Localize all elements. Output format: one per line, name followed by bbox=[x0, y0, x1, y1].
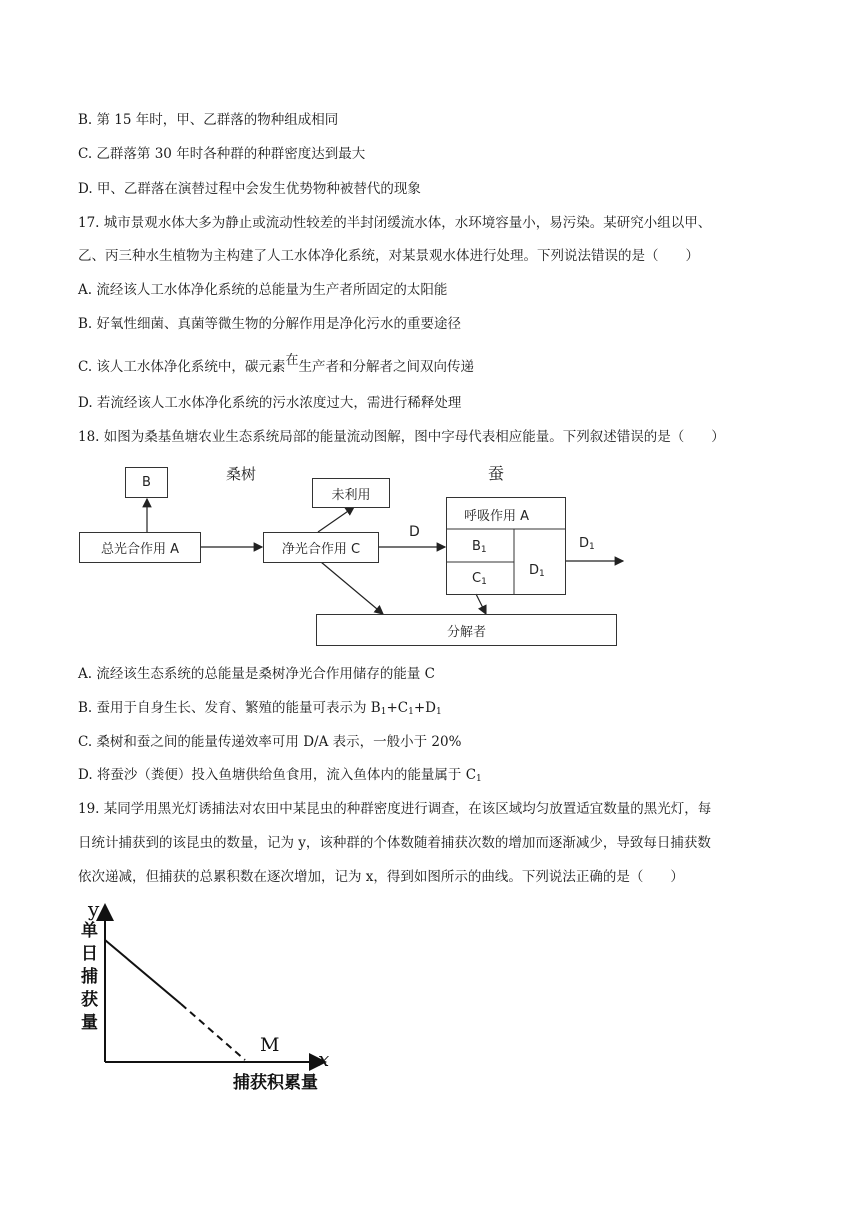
q17-option-a: A. 流经该人工水体净化系统的总能量为生产者所固定的太阳能 bbox=[78, 282, 448, 298]
q17c-pre: C. 该人工水体净化系统中，碳元素 bbox=[78, 359, 286, 375]
node-gross-photosynthesis: 总光合作用 A bbox=[79, 532, 201, 563]
q16-option-b: B. 第 15 年时，甲、乙群落的物种组成相同 bbox=[78, 112, 339, 128]
q18-option-b: B. 蚕用于自身生长、发育、繁殖的能量可表示为 $B_1+C_1+D_1$ bbox=[78, 700, 442, 717]
node-b: B bbox=[125, 467, 168, 498]
q17c-post: 生产者和分解者之间双向传递 bbox=[298, 359, 474, 375]
q18-option-c: C. 桑树和蚕之间的能量传递效率可用 D/A 表示，一般小于 20% bbox=[78, 734, 462, 750]
q19-stem-line2: 日统计捕获到的该昆虫的数量，记为 y，该种群的个体数随着捕获次数的增加而逐渐减少，导致每日捕获数 bbox=[78, 835, 711, 851]
q17-stem-line2: 乙、丙三种水生植物为主构建了人工水体净化系统，对某景观水体进行处理。下列说法错误的是（ ） bbox=[78, 248, 699, 264]
respiration-label: 呼吸作用 A bbox=[464, 509, 530, 524]
label-d: D bbox=[409, 524, 420, 540]
d1-inner-label: $D_1$ bbox=[529, 563, 545, 579]
x-axis-symbol: x bbox=[318, 1047, 330, 1071]
node-decomposer: 分解者 bbox=[316, 614, 617, 646]
q18-option-d: D. 将蚕沙（粪便）投入鱼塘供给鱼食用，流入鱼体内的能量属于 $C_1$ bbox=[78, 767, 482, 784]
q17-option-d: D. 若流经该人工水体净化系统的污水浓度过大，需进行稀释处理 bbox=[78, 395, 462, 411]
q16-option-d: D. 甲、乙群落在演替过程中会发生优势物种被替代的现象 bbox=[78, 181, 421, 197]
b1-label: $B_1$ bbox=[472, 539, 487, 555]
q18-stem: 18. 如图为桑基鱼塘农业生态系统局部的能量流动图解，图中字母代表相应能量。下列叙述错误的是（ ） bbox=[78, 429, 725, 445]
x-axis-label: 捕获积累量 bbox=[233, 1073, 318, 1093]
q19-stem-line3: 依次递减，但捕获的总累积数在逐次增加，记为 x，得到如图所示的曲线。下列说法正确的是（ ） bbox=[78, 869, 684, 885]
node-unused: 未利用 bbox=[312, 478, 390, 508]
q17c-raised: 在 bbox=[285, 353, 299, 368]
q19-stem-line1: 19. 某同学用黑光灯诱捕法对农田中某昆虫的种群密度进行调查，在该区域均匀放置适宜数量的黑光灯，每 bbox=[78, 801, 712, 817]
d1-out-label: $D_1$ bbox=[579, 536, 595, 552]
y-axis-symbol: y bbox=[88, 897, 100, 921]
silkworm-label: 蚕 bbox=[488, 464, 505, 483]
node-net-photosynthesis: 净光合作用 C bbox=[263, 532, 379, 563]
q17-stem-line1: 17. 城市景观水体大多为静止或流动性较差的半封闭缓流水体，水环境容量小，易污染。某研究小组以甲、 bbox=[78, 215, 712, 231]
c1-label: $C_1$ bbox=[472, 571, 487, 587]
y-axis-label: 单日捕获量 bbox=[81, 921, 98, 1033]
mulberry-label: 桑树 bbox=[226, 465, 257, 483]
q18-option-a: A. 流经该生态系统的总能量是桑树净光合作用储存的能量 C bbox=[78, 666, 435, 682]
point-m-label: M bbox=[260, 1034, 280, 1056]
curve-dashed bbox=[181, 1004, 245, 1060]
q17-option-b: B. 好氧性细菌、真菌等微生物的分解作用是净化污水的重要途径 bbox=[78, 316, 462, 332]
q16-option-c: C. 乙群落第 30 年时各种群的种群密度达到最大 bbox=[78, 146, 366, 162]
curve-solid bbox=[105, 940, 181, 1004]
